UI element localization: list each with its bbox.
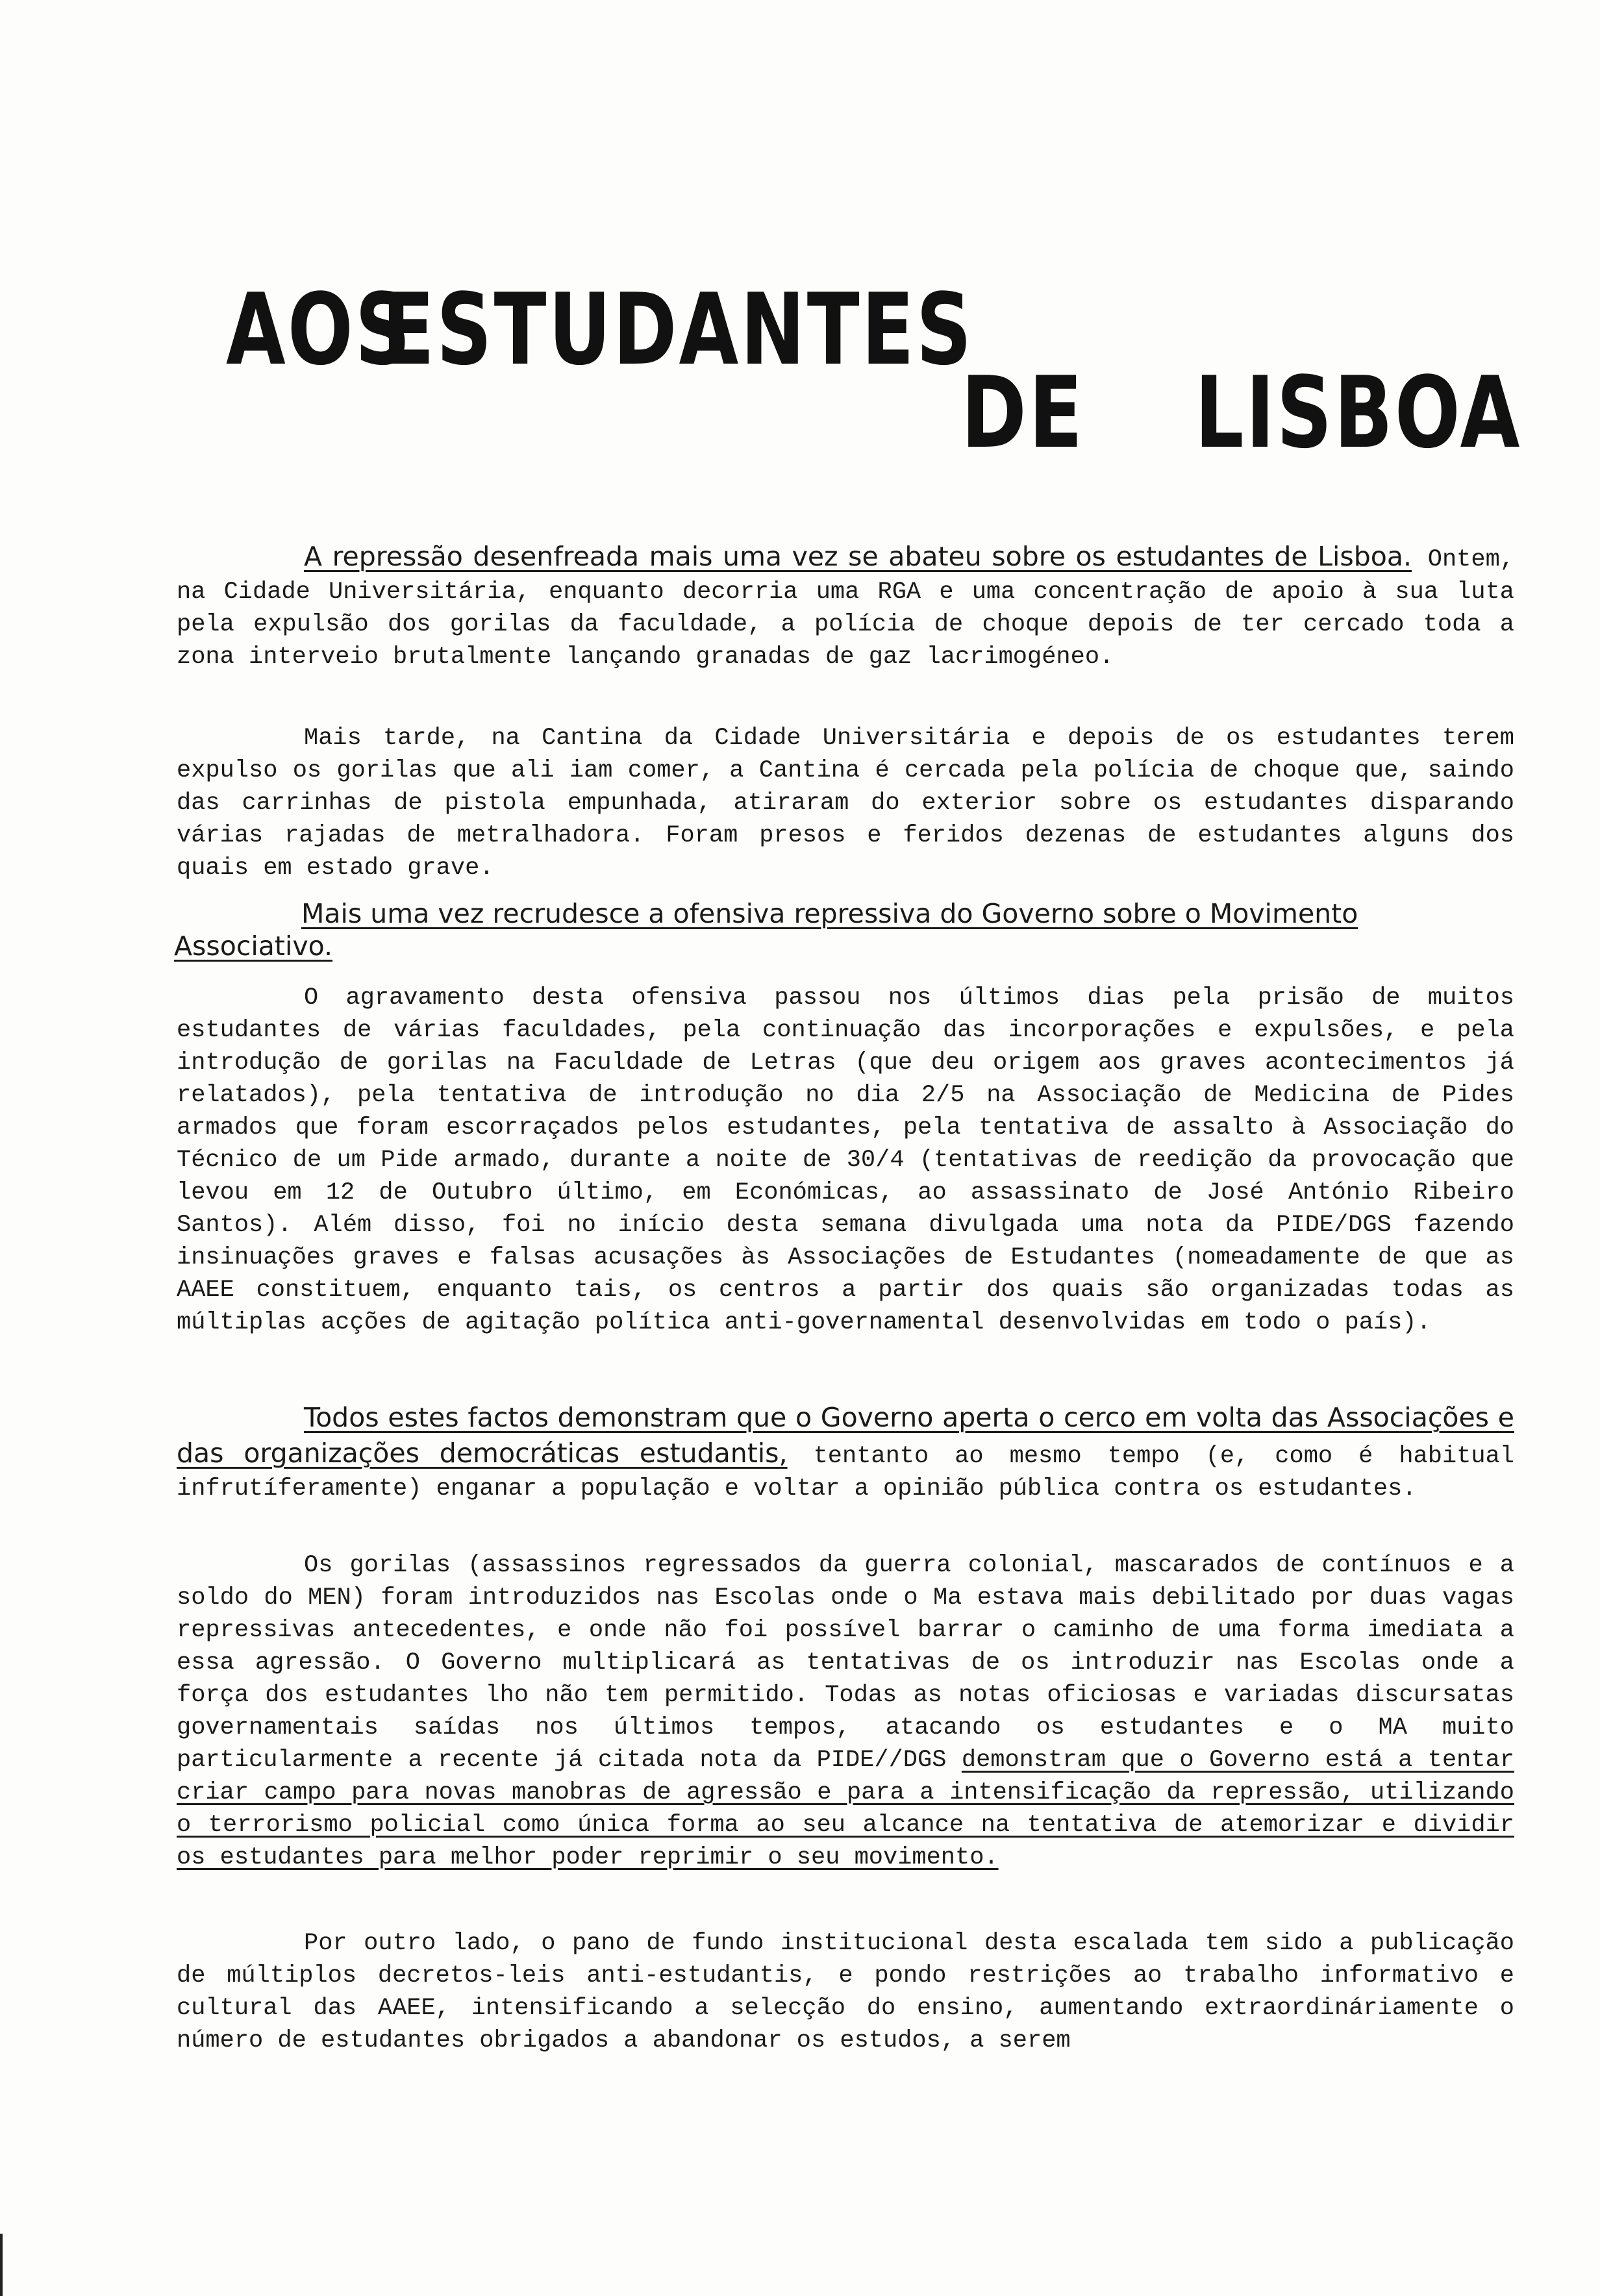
paragraph-6: Por outro lado, o pano de fundo institucional desta escalada tem sido a publicação de múltiplos decretos-leis anti-estudantis, e pondo restrições ao trabalho informativo e cultural das AAEE, intensificando a selecção do ensino, aumentando extraordináriamente o número de estudantes obrigados a abandonar os estudos, a serem (177, 1930, 1514, 2054)
paragraph-1-rest: Ontem, na Cidade Universitária, enquanto decorria uma RGA e uma concentração de apoio à sua luta pela expulsão dos gorilas da faculdade, a polícia de choque depois de ter cercado toda a zona interveio brutalmente lançando granadas de gaz lacrimogéneo. (177, 546, 1514, 671)
paragraph-1-underlined: A repressão desenfreada mais uma vez se abateu sobre os estudantes de Lisboa. (304, 541, 1412, 572)
paragraph-5 (177, 1549, 1514, 1874)
paragraph-5-underlined: demonstram que o Governo está a tentar criar campo para novas manobras de agressão e para a intensificação da repressão, utilizando o terrorismo policial como única forma ao seu alcance na tentativa de atemorizar e dividir os estudantes para melhor poder reprimir o seu movimento. (177, 1747, 1514, 1871)
paragraph-4-rest: tentanto ao mesmo tempo (e, como é habitual infrutíferamente) enganar a população e voltar a opinião pública contra os estudantes. (177, 1443, 1514, 1503)
paragraph-2: Mais tarde, na Cantina da Cidade Universitária e depois de os estudantes terem expulso os gorilas que ali iam comer, a Cantina é cercada pela polícia de choque que, saindo das carrinhas de pistola empunhada, atiraram do exterior sobre os estudantes disparando várias rajadas de metralhadora. Foram presos e feridos dezenas de estudantes alguns dos quais em estado grave. (177, 725, 1514, 882)
paragraph-4-underlined: Todos estes factos demonstram que o Governo aperta o cerco em volta das Associações e das organizações democráticas estudantis, (177, 1402, 1514, 1469)
paragraph-5-start: Os gorilas (assassinos regressados da guerra colonial, mascarados de contínuos e a soldo do MEN) foram introduzidos nas Escolas onde o Ma estava mais debilitado por duas vagas repressivas antecedentes, e onde não foi possível barrar o caminho de uma forma imediata a essa agressão. O Governo multiplicará as tentativas de os introduzir nas Escolas onde a força dos estudantes lho não tem permitido. Todas as notas oficiosas e variadas discursatas governamentais saídas nos últimos tempos, atacando os estudantes e o MA muito particularmente a recente já citada nota da PIDE//DGS (177, 1552, 1514, 1774)
title-word-estudantes: ESTUDANTES (382, 272, 974, 387)
title-word-de: DE (961, 355, 1085, 470)
section-heading: Mais uma vez recrudesce a ofensiva repressiva do Governo sobre o Movimento Associativo. (174, 898, 1358, 962)
title-word-aos: AOS (226, 272, 413, 387)
scan-edge-mark (0, 2234, 3, 2296)
paragraph-3: O agravamento desta ofensiva passou nos últimos dias pela prisão de muitos estudantes de várias faculdades, pela continuação das incorporações e expulsões, e pela introdução de gorilas na Faculdade de Letras (que deu origem aos graves acontecimentos já relatados), pela tentativa de introdução no dia 2/5 na Associação de Medicina de Pides armados que foram escorraçados pelos estudantes, pela tentativa de assalto à Associação do Técnico de um Pide armado, durante a noite de 30/4 (tentativas de reedição da provocação que levou em 12 de Outubro último, em Económicas, ao assassinato de José António Ribeiro Santos). Além disso, foi no início desta semana divulgada uma nota da PIDE/DGS fazendo insinuações graves e falsas acusações às Associações de Estudantes (nomeadamente de que as AAEE constituem, enquanto tais, os centros a partir dos quais são organizadas todas as múltiplas acções de agitação política anti-governamental desenvolvidas em todo o país). (177, 984, 1514, 1336)
title-word-lisboa: LISBOA (1195, 355, 1522, 470)
paragraph-4 (177, 1401, 1514, 1505)
paragraph-1 (177, 540, 1514, 673)
